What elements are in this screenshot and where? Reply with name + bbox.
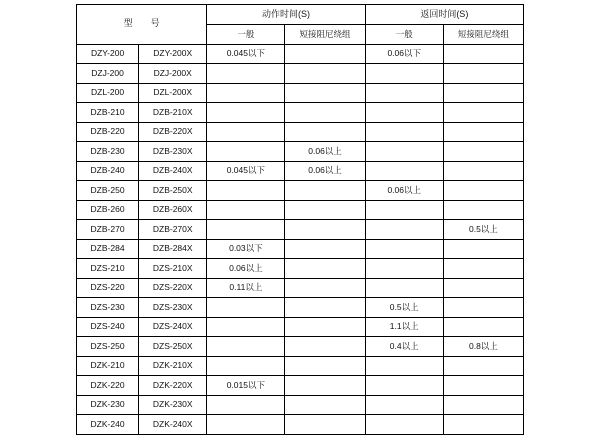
- cell-model-1: DZB-250: [77, 181, 139, 201]
- cell-model-2: DZY-200X: [139, 44, 207, 64]
- table-row: [77, 83, 524, 103]
- cell-return-normal: [365, 161, 443, 181]
- cell-model-1: DZS-210: [77, 259, 139, 279]
- cell-return-normal: [365, 122, 443, 142]
- cell-model-2: DZB-230X: [139, 142, 207, 162]
- cell-action-normal: [207, 337, 285, 357]
- cell-action-short: [285, 395, 365, 415]
- cell-model-2: DZK-220X: [139, 376, 207, 396]
- table-row: [77, 181, 524, 201]
- cell-return-short: [443, 278, 523, 298]
- cell-return-normal: 1.1以上: [365, 317, 443, 337]
- cell-return-normal: [365, 259, 443, 279]
- table-row: [77, 220, 524, 240]
- cell-model-1: DZB-210: [77, 103, 139, 123]
- cell-model-1: DZB-260: [77, 200, 139, 220]
- cell-action-normal: 0.015以下: [207, 376, 285, 396]
- cell-action-normal: [207, 83, 285, 103]
- table-row: [77, 122, 524, 142]
- table-row: [77, 103, 524, 123]
- table-row: [77, 317, 524, 337]
- cell-action-normal: 0.045以下: [207, 161, 285, 181]
- cell-model-1: DZS-240: [77, 317, 139, 337]
- cell-return-short: 0.5以上: [443, 220, 523, 240]
- cell-model-2: DZB-270X: [139, 220, 207, 240]
- table-row: [77, 356, 524, 376]
- cell-action-short: [285, 181, 365, 201]
- cell-model-2: DZL-200X: [139, 83, 207, 103]
- cell-return-short: [443, 376, 523, 396]
- cell-action-short: [285, 64, 365, 84]
- cell-return-short: [443, 103, 523, 123]
- header-return-short: 短接阻尼绕组: [443, 25, 523, 45]
- header-action-normal: 一般: [207, 25, 285, 45]
- cell-return-short: [443, 298, 523, 318]
- table-row: [77, 64, 524, 84]
- cell-action-normal: [207, 64, 285, 84]
- cell-action-short: [285, 278, 365, 298]
- cell-return-short: [443, 83, 523, 103]
- cell-return-normal: [365, 83, 443, 103]
- header-return-normal: 一般: [365, 25, 443, 45]
- cell-model-2: DZB-260X: [139, 200, 207, 220]
- table-row: [77, 395, 524, 415]
- cell-action-short: [285, 259, 365, 279]
- table-row: [77, 337, 524, 357]
- cell-return-short: [443, 161, 523, 181]
- cell-return-normal: 0.06以上: [365, 181, 443, 201]
- cell-model-2: DZB-240X: [139, 161, 207, 181]
- cell-action-normal: 0.06以上: [207, 259, 285, 279]
- cell-model-1: DZJ-200: [77, 64, 139, 84]
- cell-model-2: DZK-230X: [139, 395, 207, 415]
- cell-model-2: DZB-250X: [139, 181, 207, 201]
- cell-model-2: DZB-284X: [139, 239, 207, 259]
- cell-return-normal: [365, 395, 443, 415]
- cell-return-short: 0.8以上: [443, 337, 523, 357]
- relay-timing-table: [76, 4, 524, 435]
- cell-action-normal: [207, 317, 285, 337]
- cell-model-1: DZS-220: [77, 278, 139, 298]
- cell-action-short: [285, 44, 365, 64]
- cell-action-normal: [207, 395, 285, 415]
- cell-return-normal: [365, 278, 443, 298]
- cell-return-short: [443, 239, 523, 259]
- cell-return-normal: [365, 376, 443, 396]
- cell-return-normal: [365, 239, 443, 259]
- cell-action-short: [285, 376, 365, 396]
- cell-action-short: 0.06以上: [285, 161, 365, 181]
- cell-action-normal: [207, 415, 285, 435]
- cell-action-normal: [207, 298, 285, 318]
- cell-action-short: [285, 356, 365, 376]
- cell-return-short: [443, 395, 523, 415]
- cell-return-short: [443, 122, 523, 142]
- cell-model-1: DZS-230: [77, 298, 139, 318]
- cell-action-normal: [207, 356, 285, 376]
- cell-return-short: [443, 259, 523, 279]
- cell-action-normal: [207, 220, 285, 240]
- cell-action-normal: 0.03以下: [207, 239, 285, 259]
- cell-model-1: DZB-284: [77, 239, 139, 259]
- cell-model-2: DZS-220X: [139, 278, 207, 298]
- cell-model-1: DZB-240: [77, 161, 139, 181]
- table-row: [77, 278, 524, 298]
- table-row: [77, 376, 524, 396]
- cell-model-1: DZB-230: [77, 142, 139, 162]
- cell-model-1: DZS-250: [77, 337, 139, 357]
- header-model: 型 号: [77, 5, 207, 45]
- cell-return-normal: 0.4以上: [365, 337, 443, 357]
- cell-return-normal: [365, 356, 443, 376]
- cell-return-short: [443, 181, 523, 201]
- cell-model-1: DZK-240: [77, 415, 139, 435]
- cell-action-short: [285, 415, 365, 435]
- cell-action-short: [285, 298, 365, 318]
- cell-return-normal: 0.5以上: [365, 298, 443, 318]
- table-row: [77, 44, 524, 64]
- cell-model-1: DZB-220: [77, 122, 139, 142]
- cell-action-short: [285, 83, 365, 103]
- table-row: [77, 239, 524, 259]
- cell-model-2: DZS-210X: [139, 259, 207, 279]
- cell-model-1: DZK-210: [77, 356, 139, 376]
- cell-action-normal: 0.045以下: [207, 44, 285, 64]
- cell-action-normal: [207, 142, 285, 162]
- cell-action-short: [285, 200, 365, 220]
- cell-return-normal: [365, 64, 443, 84]
- cell-action-short: 0.06以上: [285, 142, 365, 162]
- cell-action-normal: 0.11以上: [207, 278, 285, 298]
- cell-return-short: [443, 44, 523, 64]
- cell-action-normal: [207, 122, 285, 142]
- table-row: [77, 142, 524, 162]
- cell-model-1: DZB-270: [77, 220, 139, 240]
- cell-action-normal: [207, 181, 285, 201]
- cell-model-2: DZJ-200X: [139, 64, 207, 84]
- cell-action-short: [285, 317, 365, 337]
- table-row: [77, 415, 524, 435]
- cell-return-short: [443, 142, 523, 162]
- header-action-short: 短接阻尼绕组: [285, 25, 365, 45]
- cell-return-normal: [365, 415, 443, 435]
- cell-return-normal: [365, 142, 443, 162]
- cell-model-1: DZL-200: [77, 83, 139, 103]
- cell-action-normal: [207, 103, 285, 123]
- table-header-group-row: [77, 5, 524, 25]
- cell-action-short: [285, 220, 365, 240]
- cell-action-short: [285, 122, 365, 142]
- cell-model-2: DZB-210X: [139, 103, 207, 123]
- header-return-time: 返回时间(S): [365, 5, 523, 25]
- cell-action-short: [285, 337, 365, 357]
- cell-model-2: DZS-240X: [139, 317, 207, 337]
- table-row: [77, 200, 524, 220]
- cell-return-normal: [365, 200, 443, 220]
- cell-model-2: DZS-230X: [139, 298, 207, 318]
- table-row: [77, 298, 524, 318]
- cell-return-short: [443, 415, 523, 435]
- cell-model-2: DZS-250X: [139, 337, 207, 357]
- cell-model-2: DZB-220X: [139, 122, 207, 142]
- cell-model-1: DZK-230: [77, 395, 139, 415]
- cell-model-1: DZK-220: [77, 376, 139, 396]
- table-body: [77, 44, 524, 434]
- cell-return-normal: 0.06以下: [365, 44, 443, 64]
- cell-return-normal: [365, 220, 443, 240]
- cell-action-short: [285, 239, 365, 259]
- cell-model-2: DZK-210X: [139, 356, 207, 376]
- table-row: [77, 259, 524, 279]
- cell-action-normal: [207, 200, 285, 220]
- cell-model-1: DZY-200: [77, 44, 139, 64]
- cell-return-short: [443, 356, 523, 376]
- cell-return-short: [443, 200, 523, 220]
- cell-return-normal: [365, 103, 443, 123]
- header-action-time: 动作时间(S): [207, 5, 365, 25]
- table-row: [77, 161, 524, 181]
- cell-action-short: [285, 103, 365, 123]
- cell-return-short: [443, 64, 523, 84]
- cell-model-2: DZK-240X: [139, 415, 207, 435]
- cell-return-short: [443, 317, 523, 337]
